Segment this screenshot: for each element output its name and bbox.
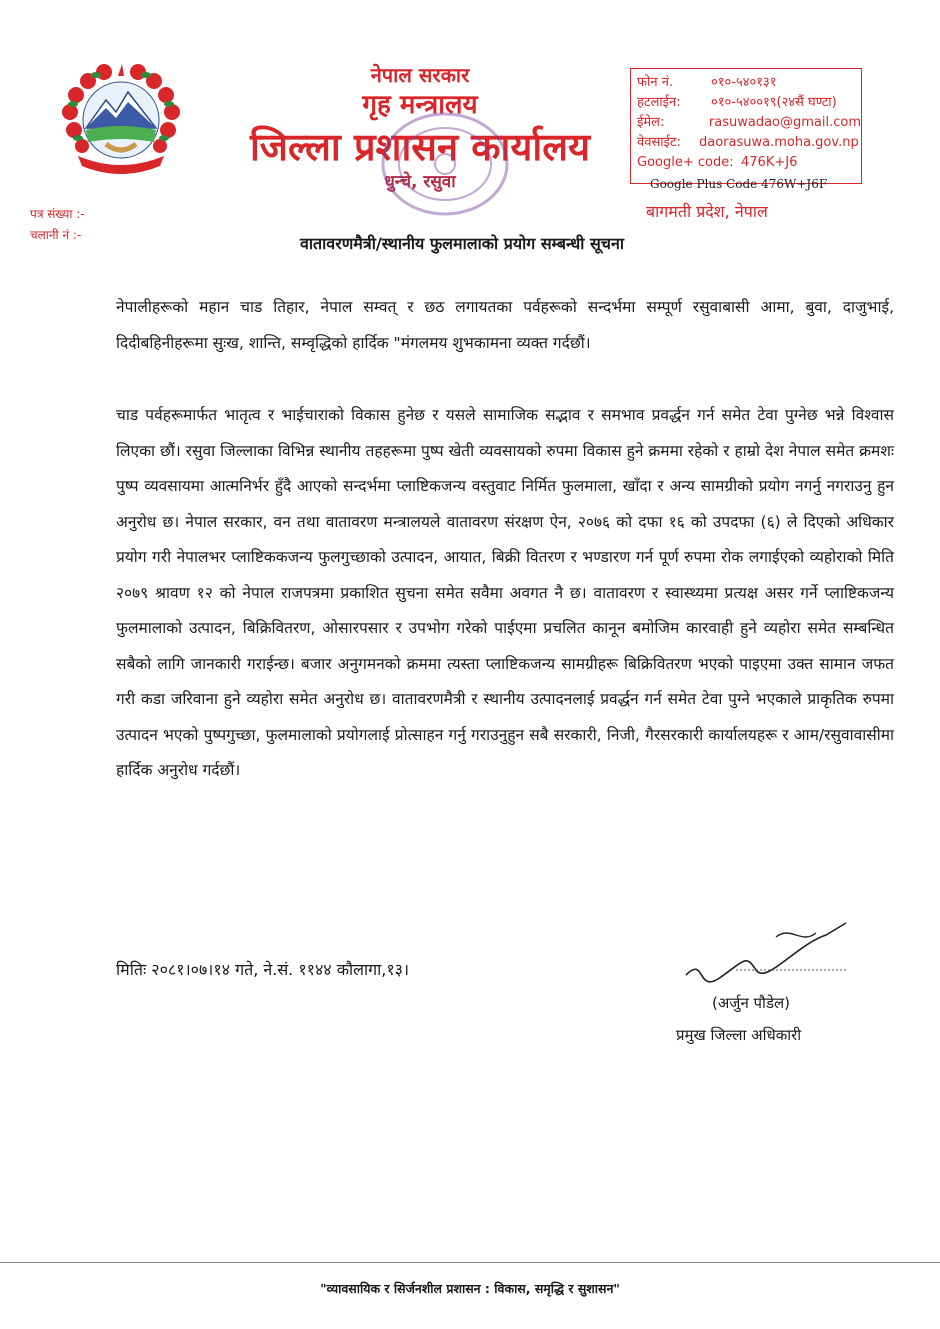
office-seal-stamp-icon [380, 110, 510, 218]
notice-subject: वातावरणमैत्री/स्थानीय फुलमालाको प्रयोग सम्बन्धी सूचना [300, 234, 624, 253]
signatory-title: प्रमुख जिल्ला अधिकारी [676, 1026, 802, 1044]
contact-box [630, 68, 862, 184]
contact-label: ईमेल: [637, 115, 665, 130]
contact-row-google-code [637, 153, 861, 173]
contact-label: फोन नं. [637, 75, 674, 90]
contact-value: ०१०-५४००१९(२४सैं घण्टा) [711, 95, 837, 110]
header-line-ministry: गृह मन्त्रालय [362, 90, 478, 120]
dispatch-number-label: चलानी नं :- [30, 228, 82, 242]
contact-row-email [637, 113, 861, 133]
nepal-emblem-icon [56, 60, 186, 182]
header-line-government: नेपाल सरकार [370, 63, 470, 87]
contact-label: वेवसाईट: [637, 135, 681, 150]
contact-row-phone [637, 73, 861, 93]
header-line-office: जिल्ला प्रशासन कार्यालय [249, 125, 591, 169]
signature-icon [676, 915, 866, 1005]
contact-website-link[interactable]: daorasuwa.moha.gov.np [699, 135, 859, 150]
reference-block [30, 204, 85, 246]
contact-email-link[interactable]: rasuwadao@gmail.com [708, 115, 861, 130]
signatory-name: (अर्जुन पौडेल) [712, 994, 790, 1012]
contact-value: 476K+J6 [741, 155, 798, 170]
footer-divider [0, 1262, 940, 1263]
header-line-location: धुन्चे, रसुवा [384, 172, 456, 192]
contact-row-website [637, 133, 861, 153]
google-plus-code: Google Plus Code 476W+J6F [650, 177, 828, 191]
notice-date: मितिः २०८१।०७।१४ गते, ने.सं. ११४४ कौलागा,१३। [116, 960, 410, 979]
province-label: बागमती प्रदेश, नेपाल [646, 202, 768, 221]
body-paragraph-2: चाड पर्वहरूमार्फत भातृत्व र भाईचाराको विकास हुनेछ र यसले सामाजिक सद्भाव र समभाव प्रवर्द्धन गर्न समेत टेवा पुग्नेछ भन्ने विश्वास लिएका छौं। रसुवा जिल्लाका विभिन्न स्थानीय तहहरूमा पुष्प खेती व्यवसायको रुपमा विकास हुने क्रममा रहेको र हाम्रो देश नेपाल समेत क्रमशः पुष्प व्यवसायमा आत्मनिर्भर हुँदै आएको सन्दर्भमा प्लाष्टिकजन्य वस्तुवाट निर्मित फुलमाला, खाँदा र अन्य सामग्रीको प्रयोग नगर्नु नगराउनु हुन अनुरोध छ। नेपाल सरकार, वन तथा वातावरण मन्त्रालयले वातावरण संरक्षण ऐन, २०७६ को दफा १६ को उपदफा (६) ले दिएको अधिकार प्रयोग गरी नेपालभर प्लाष्टिककजन्य फुलगुच्छाको उत्पादन, आयात, बिक्री वितरण र भण्डारण गर्न पूर्ण रुपमा रोक लगाईएको व्यहोराको मिति २०७९ श्रावण १२ को नेपाल राजपत्रमा प्रकाशित सुचना समेत सवैमा अवगत नै छ। वातावरण र स्वास्थ्यमा प्रत्यक्ष असर गर्ने प्लाष्टिकजन्य फुलमालाको उत्पादन, बिक्रिवितरण, ओसारपसार र उपभोग गरेको पाईएमा प्रचलित कानून बमोजिम कारवाही हुने व्यहोरा समेत सम्बन्धित सबैको लागि जानकारी गराईन्छ। बजार अनुगमनको क्रममा त्यस्ता प्लाष्टिकजन्य सामग्रीहरू बिक्रिवितरण भएको पाइएमा उक्त सामान जफत गरी कडा जरिवाना हुने व्यहोरा समेत अनुरोध छ। वातावरणमैत्री र स्थानीय उत्पादनलाई प्रवर्द्धन गर्न समेत टेवा पुग्ने भएकाले प्राकृतिक रुपमा उत्पादन भएको पुष्पगुच्छा, फुलमालाको प्रयोगलाई प्रोत्साहन गर्नु गराउनुहुन सबै सरकारी, निजी, गैरसरकारी कार्यालयहरू र आम/रसुवावासीमा हार्दिक अनुरोध गर्दछौं। [116, 406, 894, 779]
contact-label: हटलाईन: [637, 95, 681, 110]
contact-label: Google+ code: [637, 155, 734, 170]
footer-motto: "व्यावसायिक र सिर्जनशील प्रशासन : विकास, समृद्धि र सुशासन" [320, 1281, 620, 1296]
contact-value: ०१०-५४०१३१ [711, 75, 777, 90]
contact-row-hotline [637, 93, 861, 113]
body-paragraph-1: नेपालीहरूको महान चाड तिहार, नेपाल सम्वत् र छठ लगायतका पर्वहरूको सन्दर्भमा सम्पूर्ण रसुवाबासी आमा, बुवा, दाजुभाई, दिदीबहिनीहरूमा सुःख, शान्ति, सम्वृद्धिको हार्दिक "मंगलमय शुभकामना व्यक्त गर्दछौं। [116, 298, 894, 352]
letter-number-label: पत्र संख्या :- [30, 207, 85, 221]
